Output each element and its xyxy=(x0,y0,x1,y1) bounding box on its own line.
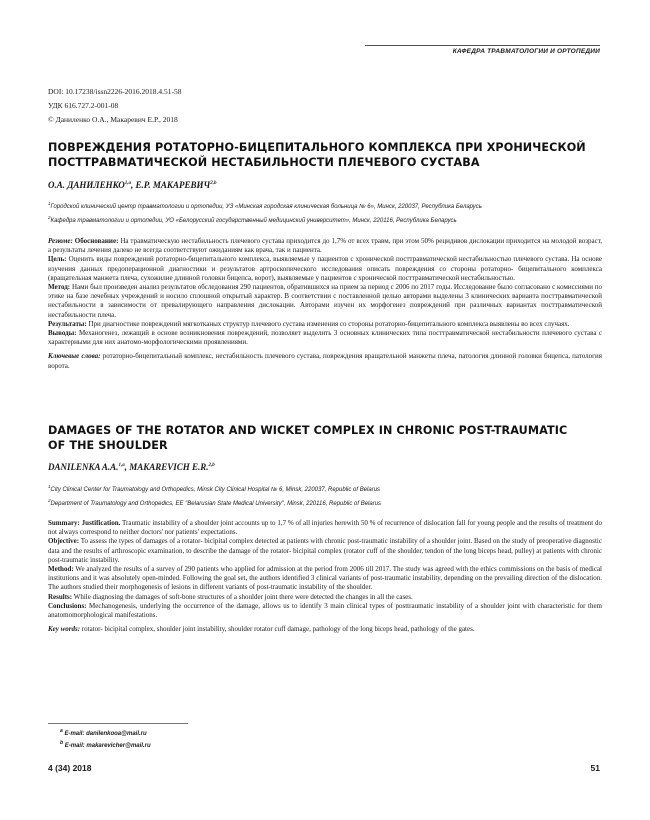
author-en-1-sup: 1,a xyxy=(118,463,125,468)
page-number: 51 xyxy=(590,763,600,773)
author-en-2: MAKAREVICH E.R. xyxy=(129,462,209,472)
affiliation-ru-2: $^2$Кафедра травматологии и ортопедии, УО «Белорусский государственный медицинский университет», Минск, 220116, Республика Беларусь xyxy=(48,214,457,224)
copyright: © Даниленко О.А., Макаревич Е.Р., 2018 xyxy=(48,115,178,124)
abstract-en-results: Results: While diagnosing the damages of soft-bone structures of a shoulder joint there were detected the changes in all the cases. xyxy=(48,592,413,601)
author-ru-1: О.А. ДАНИЛЕНКО xyxy=(48,180,125,190)
abstract-ru-background: Резюме: Обоснование: На травматическую нестабильность плечевого сустава приходится до 1,7% от всех травм, при этом 50% рецидивов дислокации приходится на молодой возраст, а результаты лечения далеко не всегда соответствуют ожиданиям как врача, так и пациента. xyxy=(48,237,603,255)
title-en-line2: OF THE SHOULDER xyxy=(48,439,168,452)
abstract-en xyxy=(48,519,602,634)
title-en xyxy=(48,423,608,453)
affiliations-en xyxy=(48,482,608,509)
affiliations-ru xyxy=(48,199,608,226)
doi: DOI: 10.17238/issn2226-2016.2018.4.51-58 xyxy=(48,87,182,96)
author-separator: , xyxy=(131,180,136,190)
running-header: КАФЕДРА ТРАВМАТОЛОГИИ И ОРТОПЕДИИ xyxy=(452,48,600,55)
title-ru-line2: ПОСТТРАВМАТИЧЕСКОЙ НЕСТАБИЛЬНОСТИ ПЛЕЧЕВОГО СУСТАВА xyxy=(48,156,480,169)
author-separator: , xyxy=(124,462,130,472)
author-ru-2-sup: 2,b xyxy=(210,181,217,186)
abstract-ru-results: Результаты: При диагностике повреждений мягкотканых структур плечевого сустава изменения со стороны ротаторно-бицепитального комплекса выявлены во всех случаях. xyxy=(48,319,570,328)
authors-ru xyxy=(48,180,216,190)
author-en-1: DANILENKA A.A. xyxy=(48,462,119,472)
abstract-en-objective: Objective: To assess the types of damages of a rotator- bicipital complex detected at patients with chronic post-traumatic instability of a shoulder joint. Based on the study of preoperative diagnostic data and the results of arthroscopic examination, to describe the damage of the rotator- bicipital complex (rotator cuff of the shoulder, tendon of the long biceps head, pulley) at patients with chronic post-traumatic instability. xyxy=(48,537,602,564)
author-ru-1-sup: 1,a xyxy=(124,181,132,186)
author-ru-2: Е.Р. МАКАРЕВИЧ xyxy=(135,180,211,190)
abstract-ru xyxy=(48,237,602,371)
abstract-en-method: Method: We analyzed the results of a survey of 290 patients who applied for admission at the period from 2006 till 2017. The study was agreed with the ethics commissions on the basis of medical institutions and it was absolutely open-minded. Following the goal set, the authors identified 3 clinical variants of post-traumatic instability, depending on the prevailing direction of the dislocation. The authors studied their morphogenesis of lesions in different variants of post-traumatic instability of the shoulder. xyxy=(48,565,602,592)
abstract-ru-goal: Цель: Оценить виды повреждений ротаторно-бицепитального комплекса, выявляемые у пациентов с хронической посттравматической нестабильностью плечевого сустава. На основе изучения данных предоперационной диагностики и результатов артроскопического исследования описать повреждения со стороны ротаторно- бицепитального комплекса (вращательная манжета плеча, сухожилие длинной головки бицепса, ворот), выявляемые у пациентов с хронической посттравматической нестабильностью. xyxy=(48,255,603,282)
authors-en xyxy=(48,462,215,472)
affiliation-en-2: $^2$Department of Traumatology and Orthopedics, EE "Belarusian State Medical University", Minsk, 220116, Republic of Belarus xyxy=(48,497,382,507)
title-en-line1: DAMAGES OF THE ROTATOR AND WICKET COMPLEX IN CHRONIC POST-TRAUMATIC xyxy=(48,424,568,437)
keywords-ru: Ключевые слова: ротаторно-бицепитальный комплекс, нестабильность плечевого сустава, повреждения вращательной манжеты плеча, патология длинной головки бицепса, патология ворота. xyxy=(48,352,603,370)
abstract-ru-conclusions: Выводы: Механогенез, лежащий в основе возникновения повреждений, позволяет выделить 3 основных клинических типа посттравматической нестабильности плечевого сустава с характерными для них анатомо-морфологическими проявлениями. xyxy=(48,329,603,347)
abstract-en-justification: Summary: Justification. Traumatic instability of a shoulder joint accounts up to 1,7 % of all injuries herewith 50 % of recurrence of dislocation fall for young people and the results of treatment do not always correspond to neither doctors' nor patients' expectations. xyxy=(48,519,603,537)
author-en-2-sup: 2,b xyxy=(208,463,215,468)
udk: УДК 616.727.2-001-08 xyxy=(48,101,119,110)
header-rule xyxy=(365,45,600,46)
abstract-en-conclusions: Conclusions: Mechanogenesis, underlying the occurrence of the damage, allows us to identify 3 main clinical types of posttraumatic instability of a shoulder joint with characteristic for them anatomomorphological manifestations. xyxy=(48,601,603,620)
title-ru-line1: ПОВРЕЖДЕНИЯ РОТАТОРНО-БИЦЕПИТАЛЬНОГО КОМПЛЕКСА ПРИ ХРОНИЧЕСКОЙ xyxy=(48,141,586,154)
footnote-a: $^a$ E-mail: danilenkooa@mail.ru xyxy=(60,728,147,737)
footnote-b: $^b$ E-mail: makarevicher@mail.ru xyxy=(60,740,151,749)
footnote-rule xyxy=(48,723,188,724)
title-ru xyxy=(48,140,608,170)
issue-number: 4 (34) 2018 xyxy=(48,763,92,773)
affiliation-ru-1: $^1$Городской клинический центр травматологии и ортопедии, УЗ «Минская городская клиническая больница № 6», Минск, 220037, Республика Беларусь xyxy=(48,201,482,210)
abstract-ru-method: Метод: Нами был произведен анализ результатов обследования 290 пациентов, обратившихся на прием за период с 2006 по 2017 годы. Исследование было согласовано с комиссиями по этике на базе лечебных учреждений и носило сплошной открытый характер. В соответствии с поставленной целью авторами выделены 3 клинических варианта посттравматической нестабильности в зависимости от превалирующего направления дислокации. Авторами изучен их морфогенез повреждений при различных вариантах посттравматической нестабильности плеча. xyxy=(48,283,603,319)
keywords-en: Key words: rotator- bicipital complex, shoulder joint instability, shoulder rotator cuff damage, pathology of the long biceps head, pathology of the gates. xyxy=(48,625,475,634)
affiliation-en-1: $^1$City Clinical Center for Traumatology and Orthopedics, Minsk City Clinical Hospital № 6, Minsk, 220037, Republic of Belarus xyxy=(48,484,381,493)
